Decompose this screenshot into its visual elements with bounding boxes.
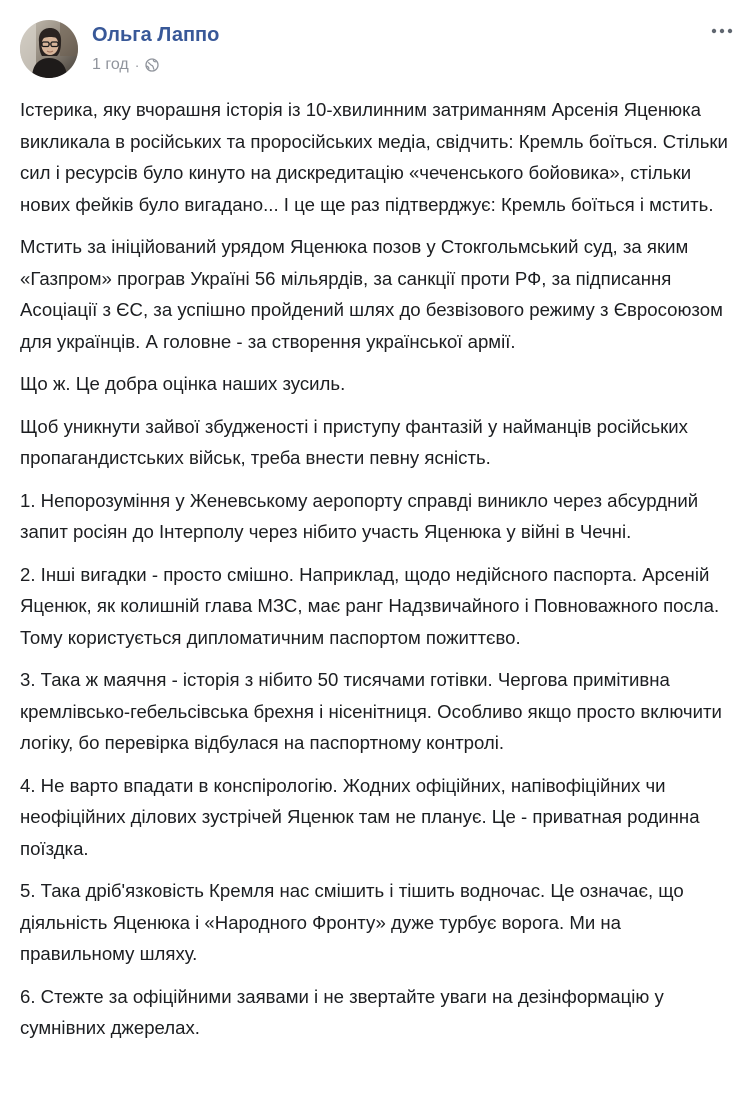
post-paragraph: Істерика, яку вчорашня історія із 10-хвилинним затриманням Арсенія Яценюка викликала в російських та проросійських медіа, свідчить: Кремль боїться. Стільки сил і ресурсів було кинуто на дискредитацію «чеченського бойовика», стільки нових фейків було вигадано... І це ще раз підтверджує: Кремль боїться і мстить. xyxy=(20,99,728,215)
author-name[interactable]: Ольга Лаппо xyxy=(92,24,220,46)
post-paragraph: Мстить за ініційований урядом Яценюка позов у Стокгольмський суд, за яким «Газпром» програв Україні 56 мільярдів, за санкції проти РФ, за підписання Асоціації з ЄС, за успішно пройдений шлях до безвізового режиму з Євросоюзом для українців. А головне - за створення української армії. xyxy=(20,236,723,352)
post-paragraph: Що ж. Це добра оцінка наших зусиль. xyxy=(20,373,346,394)
globe-icon[interactable] xyxy=(145,58,159,72)
post-paragraph: 1. Непорозуміння у Женевському аеропорту справді виникло через абсурдний запит росіян до Інтерполу через нібито участь Яценюка у війні в Чечні. xyxy=(20,489,699,542)
meta-separator: · xyxy=(134,57,140,73)
post-paragraph: 4. Не варто впадати в конспірологію. Жодних офіційних, напівофіційних чи неофіційних ділових зустрічей Яценюк там не планує. Це - приватная родинна поїздка. xyxy=(20,774,700,859)
avatar-photo xyxy=(20,20,78,78)
post-paragraph: 5. Така дріб'язковість Кремля нас смішить і тішить водночас. Це означає, що діяльність Яценюка і «Народного Фронту» дуже турбує ворога. Ми на правильному шляху. xyxy=(20,880,684,964)
post-timestamp[interactable]: 1 год xyxy=(92,56,129,73)
post-body xyxy=(20,94,732,1055)
post-paragraph: 3. Така ж маячня - історія з нібито 50 тисячами готівки. Чергова примітивна кремлівсько-гебельсівська брехня і нісенітниця. Особливо якщо просто включити логіку, бо перевірка відбулася на паспортному контролі. xyxy=(20,669,722,753)
post-paragraph: 2. Інші вигадки - просто смішно. Наприклад, щодо недійсного паспорта. Арсеній Яценюк, як колишній глава МЗС, має ранг Надзвичайного і Повноважного посла. Тому користується дипломатичним паспортом пожиттєво. xyxy=(20,563,720,648)
more-options-icon[interactable] xyxy=(708,20,736,42)
author-avatar[interactable] xyxy=(20,20,78,78)
post-paragraph: 6. Стежте за офіційними заявами і не звертайте уваги на дезінформацію у сумнівних джерелах. xyxy=(20,985,664,1038)
post-paragraph: Щоб уникнути зайвої збудженості і приступу фантазій у найманців російських пропагандистських військ, треба внести певну ясність. xyxy=(20,415,688,468)
post-meta xyxy=(92,54,159,76)
